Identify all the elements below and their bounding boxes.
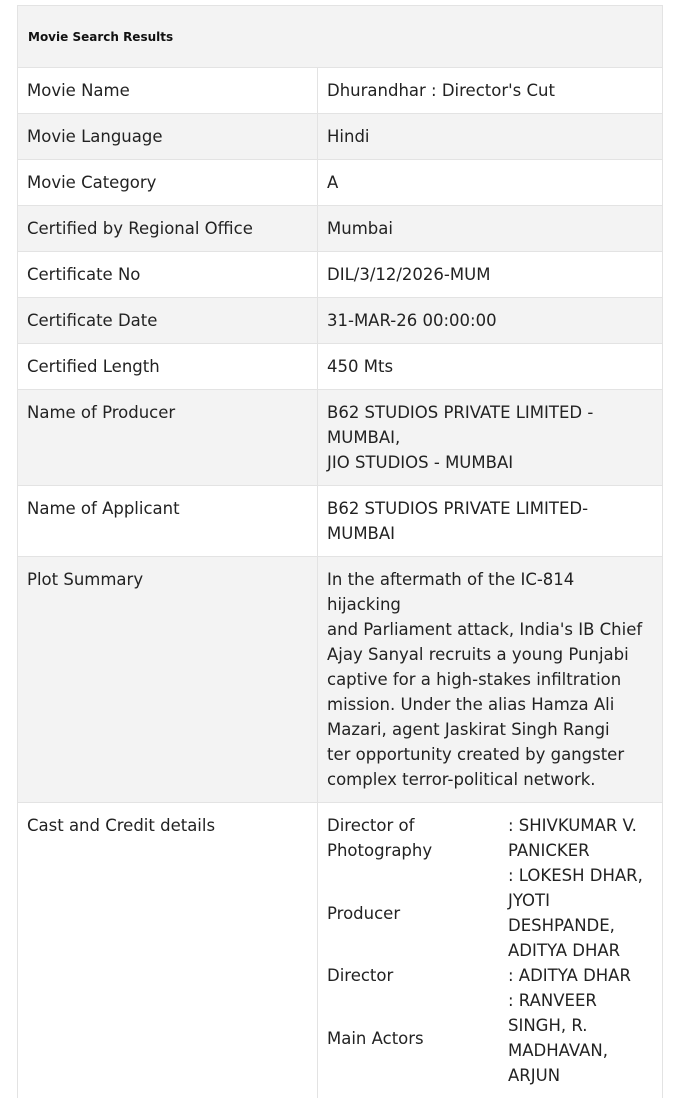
row-value: DIL/3/12/2026-MUM [327,265,491,284]
row-value: B62 STUDIOS PRIVATE LIMITED - MUMBAI, JIO STUDIOS - MUMBAI [327,403,594,472]
row-value: Mumbai [327,219,393,238]
row-applicant [18,486,662,557]
row-value: 31-MAR-26 00:00:00 [327,311,497,330]
row-label: Plot Summary [18,557,318,802]
row-movie-name [18,68,662,114]
row-value: Hindi [327,127,370,146]
row-value: Dhurandhar : Director's Cut [327,81,555,100]
credit-role: Director [327,966,394,985]
credit-value: : LOKESH DHAR, JYOTI DESHPANDE, ADITYA DHAR [508,866,643,960]
results-header [18,6,662,68]
row-movie-language [18,114,662,160]
row-value: A [327,173,339,192]
row-certificate-no [18,252,662,298]
row-plot-summary [18,557,662,803]
row-value: In the aftermath of the IC-814 hijacking and Parliament attack, India's IB Chief Ajay Sanyal recruits a young Punjabi captive for a high-stakes infiltration mission. Under the alias Hamza Ali Mazari, agent Jaskirat Singh Rangi ter opportunity created by gangster complex terror-political network. [327,570,643,789]
credit-role: Producer [327,903,401,923]
row-producer [18,390,662,486]
row-label: Certified by Regional Office [18,206,318,251]
row-label: Certificate Date [18,298,318,343]
row-regional-office [18,206,662,252]
row-movie-category [18,160,662,206]
results-title: Movie Search Results [28,29,174,44]
row-label: Cast and Credit details [18,803,318,1098]
row-label: Certificate No [18,252,318,297]
row-certificate-date [18,298,662,344]
row-value: B62 STUDIOS PRIVATE LIMITED- MUMBAI [327,499,589,543]
search-results-table [17,5,663,1098]
row-label: Name of Applicant [18,486,318,556]
credit-role: Director of Photography [327,816,433,860]
row-label: Movie Name [18,68,318,113]
credits-list [327,813,653,1088]
row-label: Name of Producer [18,390,318,485]
credit-value: : ADITYA DHAR [508,966,631,985]
row-certified-length [18,344,662,390]
row-cast-credits [18,803,662,1098]
credits-cell [318,803,662,1098]
credit-role: Main Actors [327,1028,424,1048]
row-label: Certified Length [18,344,318,389]
row-value: 450 Mts [327,357,394,376]
credit-value: : RANVEER SINGH, R. MADHAVAN, ARJUN [508,991,608,1085]
row-label: Movie Language [18,114,318,159]
credit-value: : SHIVKUMAR V. PANICKER [508,816,637,860]
row-label: Movie Category [18,160,318,205]
